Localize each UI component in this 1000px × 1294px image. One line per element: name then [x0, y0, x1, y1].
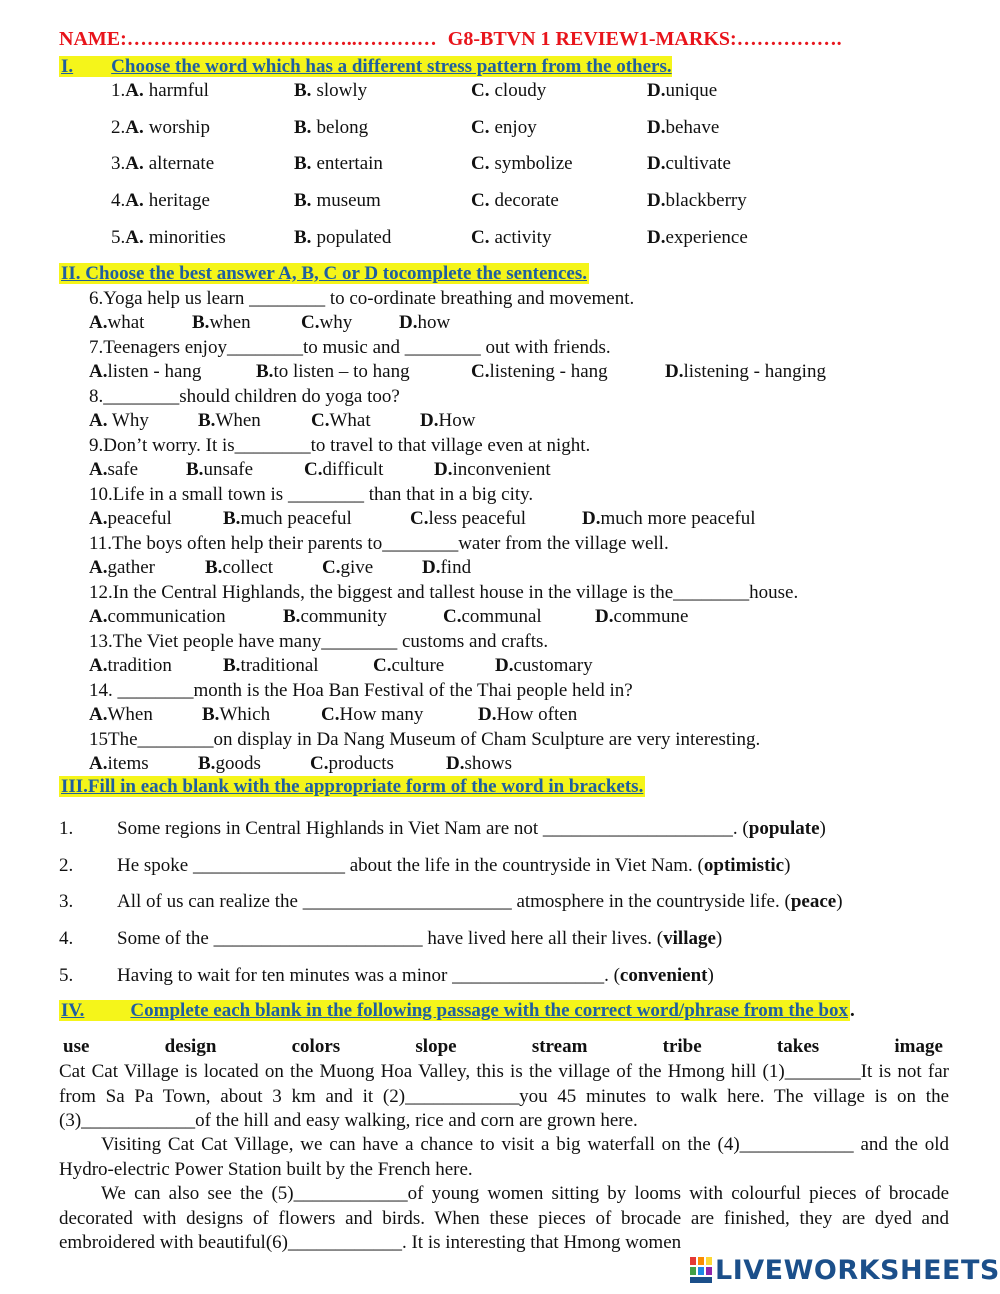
liveworksheets-logo [690, 1252, 1000, 1288]
option-letter: D. [647, 80, 666, 101]
option-letter: A. [89, 704, 108, 725]
answer-option-a [89, 312, 144, 334]
question-stem: 12.In the Central Highlands, the biggest and tallest house in the village is the________house. [89, 581, 799, 603]
option-text: cloudy [494, 80, 547, 101]
option-letter: D. [495, 655, 514, 676]
option-text: symbolize [494, 153, 573, 175]
option-text: slowly [316, 80, 368, 101]
option-a [111, 80, 209, 102]
answer-option-b [223, 655, 319, 677]
option-text: products [328, 753, 394, 774]
answer-option-c [310, 753, 394, 775]
option-text: find [440, 557, 472, 578]
option-text: why [319, 312, 353, 333]
option-text: to listen – to hang [273, 361, 410, 382]
option-b [294, 190, 381, 212]
option-letter: C. [301, 312, 320, 333]
answer-option-a [89, 655, 172, 677]
option-text: difficult [322, 459, 384, 480]
option-letter: C. [311, 410, 330, 431]
question-stem: 15The________on display in Da Nang Museum of Cham Sculpture are very interesting. [89, 728, 761, 750]
option-letter: A. [89, 508, 108, 529]
option-letter: C. [310, 753, 329, 774]
option-text: When [107, 704, 153, 725]
item-number: 3. [59, 891, 74, 913]
answer-option-b [198, 410, 261, 432]
base-word: optimistic [703, 854, 785, 876]
option-letter: A. [125, 226, 144, 248]
box-word: stream [531, 1036, 588, 1057]
word-box [59, 1036, 949, 1058]
answer-option-b [202, 704, 270, 726]
answer-option-d [434, 459, 551, 481]
option-letter: A. [89, 606, 108, 627]
item-sentence: He spoke ________________ about the life in the countryside in Viet Nam. (optimistic) [117, 854, 791, 876]
option-text: goods [215, 753, 261, 774]
question-stem: 14. ________month is the Hoa Ban Festival of the Thai people held in? [89, 679, 633, 701]
option-text: minorities [148, 226, 226, 248]
option-letter: B. [294, 80, 312, 101]
option-letter: A. [125, 116, 144, 138]
answer-option-a [89, 459, 138, 481]
answer-option-a [89, 704, 153, 726]
option-text: inconvenient [452, 459, 551, 480]
option-letter: C. [373, 655, 392, 676]
option-text: how [417, 312, 451, 333]
passage-paragraph-2: Visiting Cat Cat Village, we can have a chance to visit a big waterfall on the (4)____________ and the old Hydro-electric Power Station built by the French here. [59, 1134, 949, 1180]
option-a [111, 190, 210, 212]
option-letter: D. [399, 312, 418, 333]
answer-option-b [192, 312, 251, 334]
option-letter: C. [471, 153, 490, 175]
answer-option-c [301, 312, 352, 334]
answer-option-c [373, 655, 444, 677]
option-letter: C. [471, 190, 490, 212]
option-text: unique [665, 80, 718, 101]
option-letter: D. [647, 190, 666, 212]
section-2-heading: II. Choose the best answer A, B, C or D tocomplete the sentences. [61, 263, 587, 284]
option-letter: A. [125, 80, 144, 101]
answer-option-a [89, 557, 155, 579]
option-c [471, 190, 559, 212]
answer-option-d [420, 410, 475, 432]
answer-option-a [89, 508, 172, 530]
option-b [294, 117, 368, 139]
option-letter: A. [89, 361, 108, 382]
option-text: safe [107, 459, 139, 480]
option-text: items [107, 753, 149, 774]
option-text: culture [391, 655, 445, 676]
section-3-heading: III.Fill in each blank with the appropriate form of the word in brackets. [61, 776, 644, 797]
question-stem: 13.The Viet people have many________ customs and crafts. [89, 630, 549, 652]
answer-option-d [399, 312, 450, 334]
option-text: What [329, 410, 371, 431]
option-letter: C. [321, 704, 340, 725]
logo-icon [690, 1255, 712, 1285]
option-d [647, 153, 731, 175]
option-text: belong [316, 116, 369, 138]
base-word: peace [790, 891, 837, 913]
option-letter: B. [294, 190, 312, 212]
answer-option-d [495, 655, 593, 677]
option-letter: B. [198, 753, 216, 774]
box-word: takes [776, 1036, 820, 1057]
answer-option-d [595, 606, 688, 628]
answer-option-d [422, 557, 471, 579]
option-letter: B. [192, 312, 210, 333]
option-letter: B. [256, 361, 274, 382]
option-text: much peaceful [240, 508, 352, 529]
option-text: what [107, 312, 145, 333]
option-a [111, 153, 214, 175]
option-letter: B. [294, 116, 312, 138]
option-letter: B. [186, 459, 204, 480]
option-d [647, 190, 747, 212]
option-b [294, 227, 391, 249]
option-text: peaceful [107, 508, 172, 529]
answer-option-a [89, 410, 149, 432]
option-letter: A. [125, 153, 144, 175]
question-number: 1. [111, 80, 126, 101]
option-letter: D. [422, 557, 441, 578]
option-c [471, 227, 551, 249]
answer-option-c [322, 557, 373, 579]
item-sentence: All of us can realize the ______________________ atmosphere in the countryside life. (peace) [117, 891, 843, 913]
option-text: When [215, 410, 261, 431]
option-letter: C. [471, 80, 490, 101]
option-text: cultivate [665, 153, 731, 175]
answer-option-c [443, 606, 542, 628]
question-stem: 7.Teenagers enjoy________to music and ________ out with friends. [89, 336, 611, 358]
option-letter: D. [647, 153, 666, 175]
option-text: give [340, 557, 374, 578]
option-a [111, 227, 226, 249]
option-text: enjoy [494, 116, 537, 138]
box-word: use [63, 1036, 90, 1057]
option-text: unsafe [203, 459, 254, 480]
option-letter: A. [89, 753, 108, 774]
option-text: How often [496, 704, 578, 725]
option-text: heritage [148, 190, 210, 212]
option-letter: C. [410, 508, 429, 529]
section-4-heading: IV. Complete each blank in the following passage with the correct word/phrase from the box . [61, 1000, 855, 1021]
option-c [471, 117, 537, 139]
option-text: entertain [316, 153, 383, 175]
option-letter: C. [443, 606, 462, 627]
answer-option-b [205, 557, 273, 579]
option-text: listening - hanging [683, 361, 826, 382]
option-text: decorate [494, 190, 559, 212]
option-c [471, 153, 573, 175]
option-b [294, 80, 367, 102]
option-letter: D. [478, 704, 497, 725]
option-letter: D. [420, 410, 439, 431]
option-letter: A. [89, 410, 108, 431]
option-text: museum [316, 190, 381, 212]
option-letter: A. [89, 557, 108, 578]
box-word: design [164, 1036, 217, 1057]
option-letter: B. [283, 606, 301, 627]
answer-option-b [198, 753, 261, 775]
item-number: 1. [59, 818, 74, 839]
option-text: customary [513, 655, 593, 676]
option-text: when [209, 312, 251, 333]
option-letter: B. [202, 704, 220, 725]
option-letter: D. [595, 606, 614, 627]
answer-option-c [410, 508, 526, 530]
option-letter: A. [125, 190, 144, 212]
option-text: communal [461, 606, 542, 627]
question-number: 5. [111, 226, 126, 248]
option-text: alternate [148, 153, 215, 175]
option-letter: B. [294, 153, 312, 175]
option-text: collect [222, 557, 274, 578]
box-word: colors [291, 1036, 341, 1057]
box-word: slope [415, 1036, 457, 1057]
option-b [294, 153, 383, 175]
answer-option-c [321, 704, 423, 726]
answer-option-c [471, 361, 608, 383]
answer-option-b [223, 508, 352, 530]
option-letter: B. [294, 226, 312, 248]
option-text: blackberry [665, 190, 747, 212]
answer-option-d [665, 361, 826, 383]
option-letter: D. [582, 508, 601, 529]
option-text: Why [107, 410, 149, 431]
name-field [59, 28, 842, 50]
answer-option-d [478, 704, 577, 726]
option-text: much more peaceful [600, 508, 756, 529]
option-text: less peaceful [428, 508, 527, 529]
option-text: behave [665, 116, 720, 138]
option-letter: A. [89, 655, 108, 676]
option-text: populated [316, 226, 392, 248]
answer-option-b [256, 361, 410, 383]
option-text: experience [665, 226, 748, 248]
option-d [647, 117, 719, 139]
option-text: traditional [240, 655, 319, 676]
item-sentence: Having to wait for ten minutes was a minor ________________. (convenient) [117, 964, 714, 986]
answer-option-c [304, 459, 383, 481]
option-letter: C. [304, 459, 323, 480]
option-text: worship [148, 116, 210, 138]
option-letter: D. [446, 753, 465, 774]
answer-option-c [311, 410, 371, 432]
answer-option-d [582, 508, 756, 530]
option-a [111, 117, 210, 139]
item-number: 4. [59, 928, 74, 950]
question-stem: 6.Yoga help us learn ________ to co-ordinate breathing and movement. [89, 287, 635, 309]
item-number: 5. [59, 964, 74, 986]
answer-option-d [446, 753, 512, 775]
item-sentence: Some regions in Central Highlands in Viet Nam are not ____________________. (populate) [117, 818, 826, 839]
option-letter: D. [665, 361, 684, 382]
box-word: image [894, 1036, 943, 1057]
question-stem: 8.________should children do yoga too? [89, 385, 400, 407]
option-text: Which [219, 704, 271, 725]
passage-paragraph-1: Cat Cat Village is located on the Muong Hoa Valley, this is the village of the Hmong hill (1)________It is not far from Sa Pa Town, about 3 km and it (2)____________you 45 minutes to walk here. The village is on the (3)____________of the hill and easy walking, rice and corn are grown here. [59, 1061, 949, 1131]
item-number: 2. [59, 854, 74, 876]
option-letter: D. [647, 116, 666, 138]
option-text: activity [494, 226, 552, 248]
option-letter: B. [205, 557, 223, 578]
name-label: NAME:……………………………..………… [59, 28, 437, 50]
option-text: shows [464, 753, 512, 774]
base-word: convenient [619, 964, 708, 986]
question-number: 4. [111, 190, 126, 212]
option-text: community [300, 606, 387, 627]
option-text: commune [613, 606, 689, 627]
option-text: listening - hang [489, 361, 608, 382]
option-letter: B. [223, 508, 241, 529]
answer-option-a [89, 361, 201, 383]
option-letter: D. [647, 226, 666, 248]
option-text: How [438, 410, 476, 431]
answer-option-a [89, 753, 149, 775]
option-letter: B. [198, 410, 216, 431]
option-text: harmful [148, 80, 209, 101]
question-number: 3. [111, 153, 126, 175]
logo-text: LIVEWORKSHEETS [715, 1254, 1000, 1286]
option-text: tradition [107, 655, 172, 676]
option-c [471, 80, 546, 102]
option-text: gather [107, 557, 155, 578]
answer-option-b [186, 459, 253, 481]
option-d [647, 80, 717, 102]
answer-option-b [283, 606, 387, 628]
option-d [647, 227, 748, 249]
option-letter: B. [223, 655, 241, 676]
option-letter: A. [89, 312, 108, 333]
option-letter: C. [471, 361, 490, 382]
box-word: tribe [662, 1036, 702, 1057]
worksheet-title: G8-BTVN 1 REVIEW1-MARKS:……………. [447, 28, 842, 50]
option-letter: C. [471, 116, 490, 138]
passage-paragraph-3: We can also see the (5)____________of young women sitting by looms with colourful pieces of brocade decorated with designs of flowers and birds. When these pieces of brocade are finished, they are dyed and embroidered with beautiful(6)____________. It is interesting that Hmong women [59, 1183, 949, 1253]
option-text: How many [339, 704, 424, 725]
item-sentence: Some of the ______________________ have lived here all their lives. (village) [117, 928, 723, 950]
base-word: village [663, 928, 716, 950]
question-stem: 9.Don’t worry. It is________to travel to that village even at night. [89, 434, 591, 456]
option-letter: C. [471, 226, 490, 248]
option-letter: D. [434, 459, 453, 480]
section-1-heading: I. Choose the word which has a different stress pattern from the others. [61, 56, 672, 77]
base-word: populate [748, 818, 820, 839]
option-letter: C. [322, 557, 341, 578]
question-stem: 10.Life in a small town is ________ than that in a big city. [89, 483, 534, 505]
question-number: 2. [111, 116, 126, 138]
question-stem: 11.The boys often help their parents to________water from the village well. [89, 532, 669, 554]
option-text: listen - hang [107, 361, 202, 382]
answer-option-a [89, 606, 226, 628]
option-text: communication [107, 606, 226, 627]
option-letter: A. [89, 459, 108, 480]
